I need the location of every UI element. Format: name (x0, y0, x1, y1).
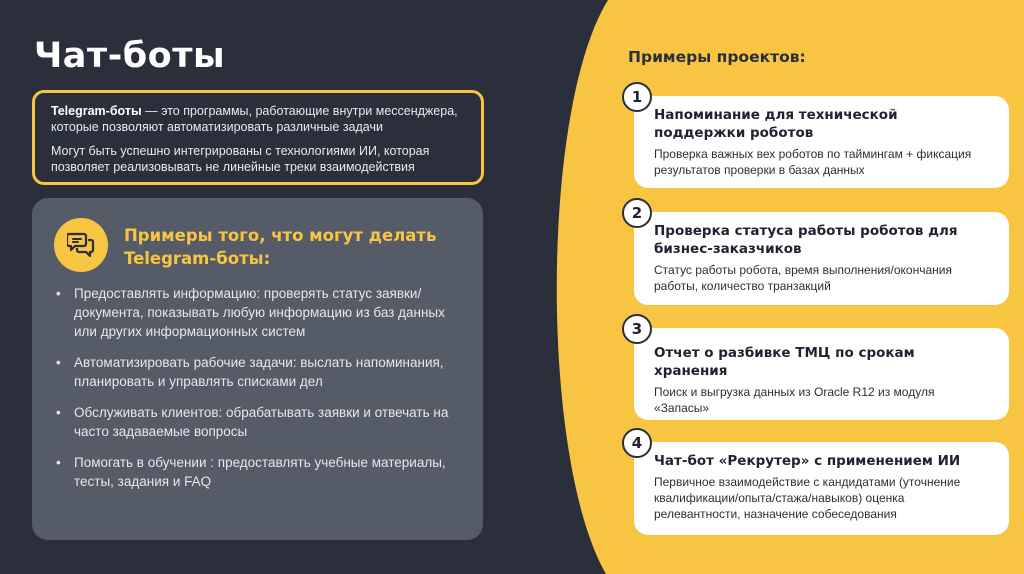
intro-paragraph-1 (51, 103, 465, 135)
intro-text-1: — это программы, работающие внутри мессенджера, которые позволяют автоматизировать различные задачи (51, 104, 458, 134)
project-number-badge: 2 (622, 198, 652, 228)
project-card-1 (634, 96, 1009, 188)
project-title: Проверка статуса работы роботов для бизнес-заказчиков (654, 223, 958, 257)
project-description: Проверка важных вех роботов по таймингам + фиксация результатов проверки в базах данных (654, 147, 972, 177)
examples-list (56, 284, 456, 503)
project-title: Напоминание для технической поддержки роботов (654, 107, 898, 141)
page-title: Чат-боты (34, 36, 226, 76)
project-card-2 (634, 212, 1009, 305)
project-number-badge: 3 (622, 314, 652, 344)
project-card-4 (634, 442, 1009, 535)
project-description: Первичное взаимодействие с кандидатами (уточнение квалификации/опыта/стажа/навыков) оценка релевантности, назначение собеседования (654, 475, 961, 521)
intro-paragraph-2: Могут быть успешно интегрированы с технологиями ИИ, которая позволяет реализовывать не линейные треки взаимодействия (51, 144, 430, 174)
project-title: Отчет о разбивке ТМЦ по срокам хранения (654, 345, 915, 379)
examples-heading: Примеры того, что могут делать Telegram-боты: (124, 226, 437, 268)
project-number-badge: 1 (622, 82, 652, 112)
project-number-badge: 4 (622, 428, 652, 458)
project-description: Статус работы робота, время выполнения/окончания работы, количество транзакций (654, 263, 952, 293)
project-card-3 (634, 328, 1009, 420)
list-item: • Обслуживать клиентов: обрабатывать заявки и отвечать на часто задаваемые вопросы (56, 403, 456, 441)
chat-bubbles-icon (54, 218, 108, 272)
projects-heading: Примеры проектов: (628, 48, 806, 66)
project-title: Чат-бот «Рекрутер» с применением ИИ (654, 453, 961, 469)
intro-bold-term: Telegram-боты (51, 104, 142, 118)
list-item: • Автоматизировать рабочие задачи: выслать напоминания, планировать и управлять списками дел (56, 353, 456, 391)
intro-box (32, 90, 484, 185)
project-description: Поиск и выгрузка данных из Oracle R12 из модуля «Запасы» (654, 385, 935, 415)
examples-card (32, 198, 483, 540)
list-item: • Помогать в обучении : предоставлять учебные материалы, тесты, задания и FAQ (56, 453, 456, 491)
list-item: • Предоставлять информацию: проверять статус заявки/документа, показывать любую информацию из баз данных или других информационных систем (56, 284, 456, 341)
